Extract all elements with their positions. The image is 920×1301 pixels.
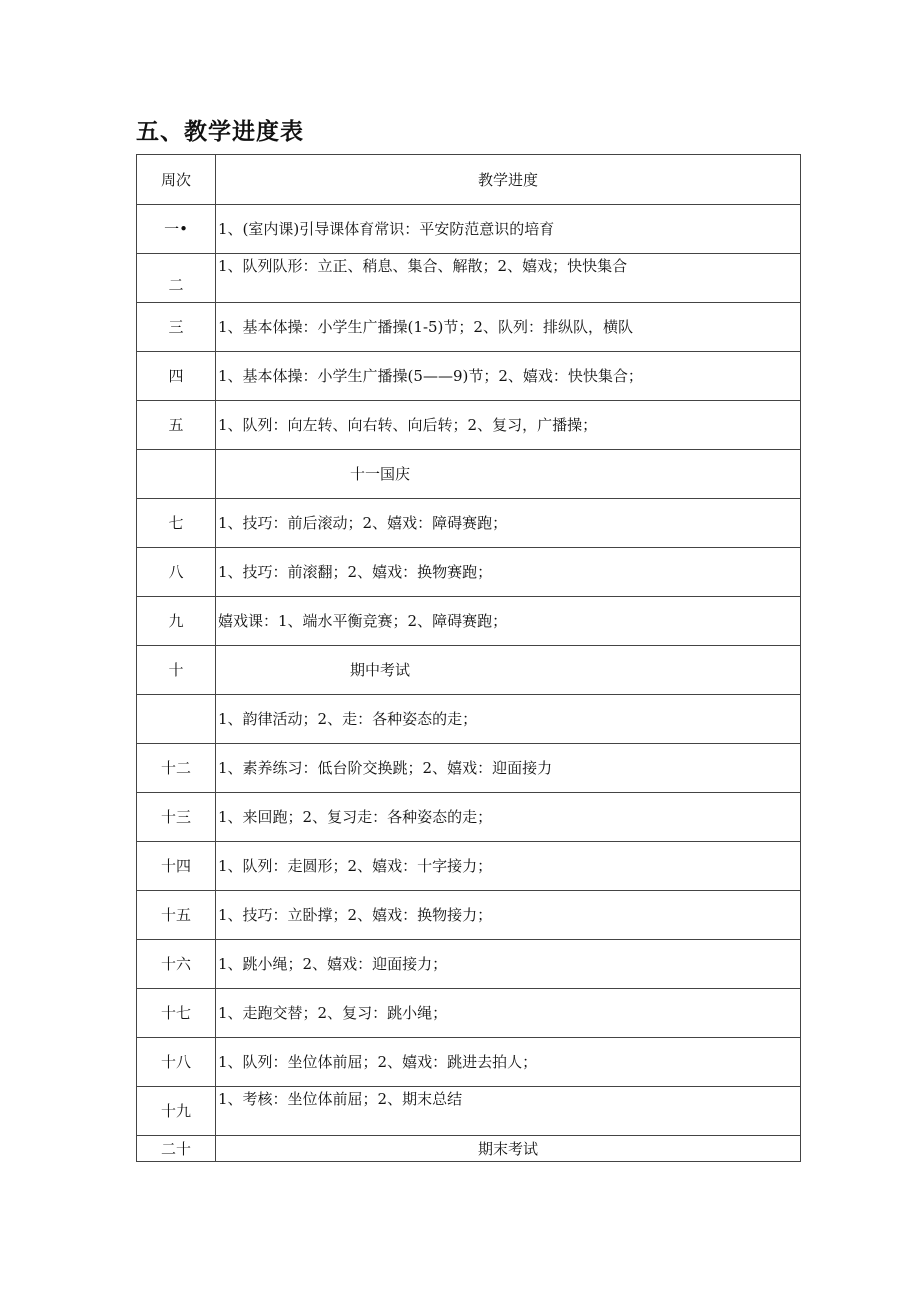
content-cell: 1、队列：走圆形；2、嬉戏：十字接力； xyxy=(216,842,801,891)
week-cell: 四 xyxy=(137,352,216,401)
content-cell: 1、队列队形：立正、稍息、集合、解散；2、嬉戏；快快集合 xyxy=(216,254,801,303)
table-row xyxy=(137,793,801,842)
content-cell: 十一国庆 xyxy=(216,450,801,499)
week-cell: 七 xyxy=(137,499,216,548)
table-row xyxy=(137,1136,801,1162)
table-row xyxy=(137,891,801,940)
table-row xyxy=(137,548,801,597)
content-cell: 1、来回跑；2、复习走：各种姿态的走； xyxy=(216,793,801,842)
content-cell: 1、韵律活动；2、走：各种姿态的走； xyxy=(216,695,801,744)
content-cell: 1、基本体操：小学生广播操(1-5)节；2、队列：排纵队，横队 xyxy=(216,303,801,352)
week-column-header: 周次 xyxy=(137,155,216,205)
content-cell: 1、技巧：前后滚动；2、嬉戏：障碍赛跑； xyxy=(216,499,801,548)
table-row xyxy=(137,1087,801,1136)
content-cell: 1、队列：向左转、向右转、向后转；2、复习，广播操； xyxy=(216,401,801,450)
week-cell: 八 xyxy=(137,548,216,597)
week-cell: 九 xyxy=(137,597,216,646)
week-cell: 十三 xyxy=(137,793,216,842)
table-row xyxy=(137,303,801,352)
content-cell: 1、跳小绳；2、嬉戏：迎面接力； xyxy=(216,940,801,989)
content-cell: 1、技巧：前滚翻；2、嬉戏：换物赛跑； xyxy=(216,548,801,597)
week-cell: 十 xyxy=(137,646,216,695)
table-row xyxy=(137,842,801,891)
table-row xyxy=(137,401,801,450)
week-cell: 十五 xyxy=(137,891,216,940)
content-cell: 1、(室内课)引导课体育常识：平安防范意识的培育 xyxy=(216,205,801,254)
week-cell: 十四 xyxy=(137,842,216,891)
table-row xyxy=(137,254,801,303)
content-cell: 1、考核：坐位体前屈；2、期末总结 xyxy=(216,1087,801,1136)
week-cell xyxy=(137,695,216,744)
week-cell: 十七 xyxy=(137,989,216,1038)
week-cell: 五 xyxy=(137,401,216,450)
table-header-row xyxy=(137,155,801,205)
week-cell xyxy=(137,450,216,499)
table-row xyxy=(137,646,801,695)
content-cell: 期末考试 xyxy=(216,1136,801,1162)
table-row xyxy=(137,940,801,989)
table-row xyxy=(137,352,801,401)
content-cell: 1、基本体操：小学生广播操(5——9)节；2、嬉戏：快快集合； xyxy=(216,352,801,401)
table-row xyxy=(137,989,801,1038)
content-column-header: 教学进度 xyxy=(216,155,801,205)
table-row xyxy=(137,205,801,254)
table-row xyxy=(137,450,801,499)
week-cell: 十二 xyxy=(137,744,216,793)
week-cell: 十九 xyxy=(137,1087,216,1136)
content-cell: 1、素养练习：低台阶交换跳；2、嬉戏：迎面接力 xyxy=(216,744,801,793)
teaching-schedule-table xyxy=(136,154,801,1162)
week-cell: 二十 xyxy=(137,1136,216,1162)
content-cell: 嬉戏课：1、端水平衡竞赛；2、障碍赛跑； xyxy=(216,597,801,646)
table-row xyxy=(137,597,801,646)
content-cell: 1、技巧：立卧撑；2、嬉戏：换物接力； xyxy=(216,891,801,940)
section-heading: 五、教学进度表 xyxy=(136,119,304,145)
table-row xyxy=(137,499,801,548)
table-row xyxy=(137,695,801,744)
week-cell: 十六 xyxy=(137,940,216,989)
week-cell: 二 xyxy=(137,254,216,303)
table-row xyxy=(137,744,801,793)
week-cell: 十八 xyxy=(137,1038,216,1087)
week-cell: 一• xyxy=(137,205,216,254)
content-cell: 期中考试 xyxy=(216,646,801,695)
content-cell: 1、走跑交替；2、复习：跳小绳； xyxy=(216,989,801,1038)
table-row xyxy=(137,1038,801,1087)
week-cell: 三 xyxy=(137,303,216,352)
content-cell: 1、队列：坐位体前屈；2、嬉戏：跳进去拍人； xyxy=(216,1038,801,1087)
